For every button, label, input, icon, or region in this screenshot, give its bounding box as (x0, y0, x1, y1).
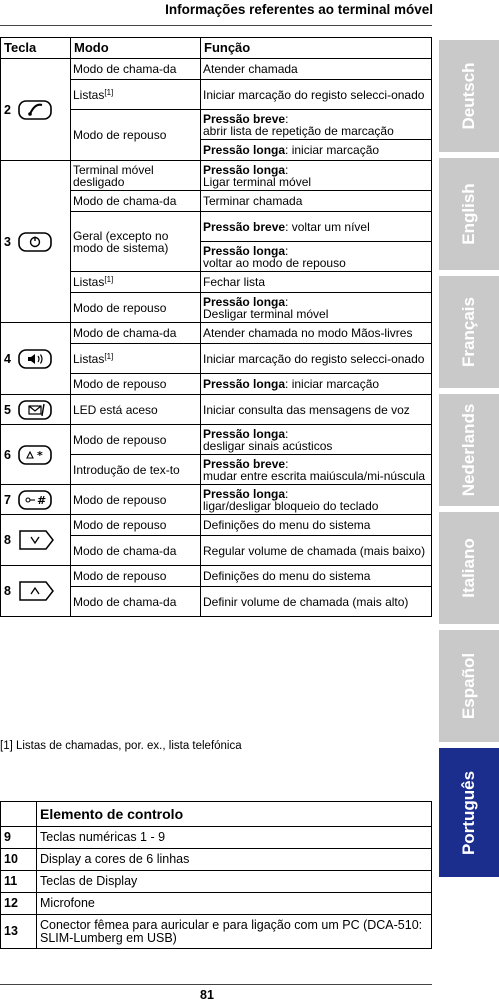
control-table-row (1, 849, 432, 871)
mode-text: Listas (73, 275, 105, 289)
function-text: Atender chamada (203, 62, 298, 76)
mode-text: Modo de repouso (73, 377, 167, 391)
press-type-label: Pressão longa (203, 377, 286, 391)
control-description: Teclas de Display (37, 871, 432, 893)
function-text: desligar sinais acústicos (203, 438, 333, 453)
mode-text: Modo de chama-da (73, 194, 177, 208)
key-table-row (1, 161, 432, 191)
function-text: Iniciar marcação do registo selecci-onado (203, 351, 425, 366)
function-cell (201, 293, 432, 323)
control-number: 12 (1, 893, 37, 915)
key-number: 3 (1, 161, 16, 323)
control-table-row (1, 915, 432, 949)
function-text: : voltar um nível (285, 219, 370, 234)
mode-text: Modo de repouso (73, 432, 167, 447)
key-number: 7 (1, 485, 16, 515)
function-text: Desligar terminal móvel (203, 306, 329, 321)
function-text: Fechar lista (203, 275, 266, 289)
footer-rule (0, 984, 432, 985)
function-cell (201, 212, 432, 242)
function-cell (201, 140, 432, 161)
language-tab-label: Nederlands (459, 403, 478, 497)
mode-text: Modo de repouso (73, 518, 167, 532)
control-table-header: Elemento de controlo (37, 802, 432, 827)
function-cell (201, 191, 432, 212)
press-type-label: Pressão longa (203, 294, 286, 309)
control-description: Microfone (37, 893, 432, 915)
footnote: [1] Listas de chamadas, por. ex., lista telefónica (0, 740, 242, 752)
key-table-row (1, 566, 432, 587)
function-cell (201, 425, 432, 455)
function-cell (201, 395, 432, 425)
function-text: ligar/desligar bloqueio do teclado (203, 498, 379, 513)
speaker-key-icon (18, 351, 52, 365)
key-table-row (1, 323, 432, 344)
key-table-row (1, 425, 432, 455)
control-table-row (1, 827, 432, 849)
language-tab-label: Español (459, 652, 478, 720)
message-key-icon (18, 402, 52, 416)
language-tab-5[interactable] (439, 630, 499, 742)
function-cell (201, 344, 432, 374)
mode-cell (71, 212, 201, 272)
control-number: 13 (1, 915, 37, 949)
key-table-row (1, 515, 432, 536)
press-type-label: Pressão breve (203, 219, 286, 234)
key-table-row (1, 485, 432, 515)
function-cell (201, 59, 432, 80)
control-element-table (0, 801, 432, 949)
mode-cell (71, 59, 201, 80)
mode-text: Terminal móvel desligado (73, 162, 154, 189)
function-cell (201, 242, 432, 272)
mode-cell (71, 587, 201, 617)
mode-cell (71, 110, 201, 161)
language-tab-4[interactable] (439, 512, 499, 624)
function-text: : (285, 111, 289, 126)
control-table-row (1, 871, 432, 893)
press-type-label: Pressão longa (203, 162, 286, 177)
key-function-table (0, 37, 432, 617)
function-text: : iniciar marcação (285, 377, 380, 391)
mode-cell (71, 455, 201, 485)
footnote-ref: [1] (104, 87, 114, 97)
language-tab-6[interactable] (439, 748, 499, 877)
mode-cell (71, 485, 201, 515)
mode-cell (71, 536, 201, 566)
mode-text: Modo de repouso (73, 492, 167, 507)
mode-text: Modo de repouso (73, 300, 167, 315)
function-cell (201, 515, 432, 536)
function-text: : (285, 456, 289, 471)
mode-text: Modo de repouso (73, 569, 167, 583)
language-tabs (439, 40, 499, 945)
key-number: 8 (1, 566, 16, 617)
mode-text: Modo de repouso (73, 128, 167, 142)
mode-cell (71, 395, 201, 425)
function-text: Iniciar consulta das mensagens de voz (203, 402, 410, 417)
control-number: 11 (1, 871, 37, 893)
mode-text: Modo de chama-da (73, 62, 177, 76)
function-text: Definições do menu do sistema (203, 569, 371, 583)
function-text: : (285, 486, 289, 501)
language-tab-0[interactable] (439, 40, 499, 152)
mode-cell (71, 80, 201, 110)
key-number: 2 (1, 59, 16, 161)
function-text: Atender chamada no modo Mãos-livres (203, 326, 413, 340)
mode-cell (71, 272, 201, 293)
function-text: : (285, 294, 289, 309)
control-description: Teclas numéricas 1 - 9 (37, 827, 432, 849)
function-text: Regular volume de chamada (mais baixo) (203, 543, 426, 558)
star-key-icon (18, 447, 52, 461)
volume-down-key-icon (18, 532, 54, 546)
mode-text: Modo de chama-da (73, 543, 177, 558)
language-tab-label: Français (459, 297, 478, 367)
key-number: 8 (1, 515, 16, 566)
control-description: Conector fêmea para auricular e para ligação com um PC (DCA-510: SLIM-Lumberg em USB) (37, 915, 432, 949)
function-cell (201, 272, 432, 293)
function-cell (201, 485, 432, 515)
mode-cell (71, 566, 201, 587)
language-tab-label: Português (459, 770, 478, 855)
hash-lock-key-icon (18, 492, 52, 506)
mode-cell (71, 323, 201, 344)
mode-text: Geral (excepto no modo de sistema) (73, 228, 169, 255)
function-text: abrir lista de repetição de marcação (203, 123, 394, 138)
function-text: : (285, 243, 289, 258)
function-text: Definições do menu do sistema (203, 518, 371, 532)
function-text: : (285, 162, 289, 177)
key-number: 6 (1, 425, 16, 485)
mode-cell (71, 293, 201, 323)
mode-cell (71, 344, 201, 374)
mode-text: Listas (73, 351, 105, 366)
language-tab-1[interactable] (439, 158, 499, 270)
volume-up-key-icon (18, 583, 54, 597)
control-number: 10 (1, 849, 37, 871)
function-text: Ligar terminal móvel (203, 174, 312, 189)
function-cell (201, 323, 432, 344)
function-text: mudar entre escrita maiúscula/mi-núscula (203, 468, 426, 483)
press-type-label: Pressão longa (203, 486, 286, 501)
function-cell (201, 374, 432, 395)
footnote-ref: [1] (104, 275, 114, 284)
language-tab-label: Italiano (459, 538, 478, 598)
function-text: voltar ao modo de repouso (203, 255, 346, 270)
svg-text:#: # (36, 493, 46, 507)
press-type-label: Pressão longa (203, 426, 286, 441)
mode-text: Introdução de tex-to (73, 462, 180, 477)
handset-off-hook-key-icon (18, 102, 52, 116)
key-number: 4 (1, 323, 16, 395)
mode-text: LED está aceso (73, 402, 158, 417)
function-text: Terminar chamada (203, 194, 303, 208)
language-tab-3[interactable] (439, 394, 499, 506)
key-number: 5 (1, 395, 16, 425)
mode-cell (71, 425, 201, 455)
press-type-label: Pressão longa (203, 143, 286, 157)
control-table-row (1, 893, 432, 915)
svg-text:*: * (36, 448, 43, 462)
col-header-function: Função (201, 38, 432, 59)
page-number: 81 (200, 988, 214, 1002)
mode-cell (71, 374, 201, 395)
key-table-row (1, 59, 432, 80)
function-cell (201, 80, 432, 110)
press-type-label: Pressão breve (203, 456, 286, 471)
mode-text: Modo de chama-da (73, 594, 177, 609)
function-text: Definir volume de chamada (mais alto) (203, 594, 409, 609)
press-type-label: Pressão breve (203, 111, 286, 126)
mode-text: Modo de chama-da (73, 326, 177, 340)
function-cell (201, 455, 432, 485)
press-type-label: Pressão longa (203, 243, 286, 258)
function-cell (201, 110, 432, 140)
mode-cell (71, 161, 201, 191)
function-text: : iniciar marcação (285, 143, 380, 157)
power-end-key-icon (18, 234, 52, 248)
function-cell (201, 161, 432, 191)
mode-cell (71, 515, 201, 536)
language-tab-label: Deutsch (459, 62, 478, 130)
mode-text: Listas (73, 87, 105, 102)
function-cell (201, 536, 432, 566)
mode-cell (71, 191, 201, 212)
header-rule (0, 25, 432, 26)
control-description: Display a cores de 6 linhas (37, 849, 432, 871)
footnote-ref: [1] (104, 351, 114, 361)
key-table-row (1, 395, 432, 425)
language-tab-label: English (459, 183, 478, 245)
control-number: 9 (1, 827, 37, 849)
page-header-title: Informações referentes ao terminal móvel (165, 2, 433, 17)
function-cell (201, 566, 432, 587)
col-header-key: Tecla (1, 38, 71, 59)
col-header-mode: Modo (71, 38, 201, 59)
function-cell (201, 587, 432, 617)
function-text: : (285, 426, 289, 441)
language-tab-2[interactable] (439, 276, 499, 388)
function-text: Iniciar marcação do registo selecci-onado (203, 87, 425, 102)
